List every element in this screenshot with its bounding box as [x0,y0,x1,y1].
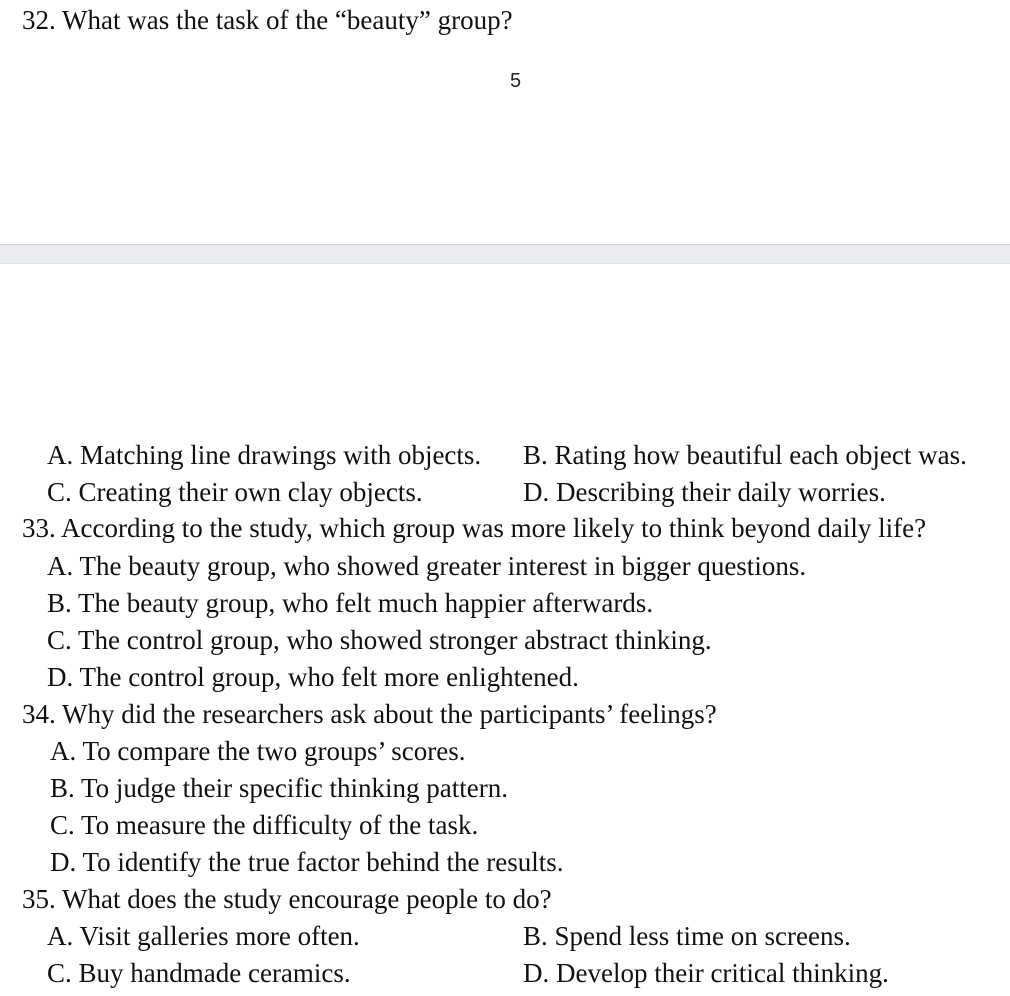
q35-option-a: A. Visit galleries more often. [47,921,360,951]
q33-option-c: C. The control group, who showed stronger abstract thinking. [47,625,712,655]
q33-option-d: D. The control group, who felt more enlightened. [47,662,579,692]
question-35-stem: 35. What does the study encourage people to do? [22,884,552,914]
page-number: 5 [510,70,522,92]
q33-option-b: B. The beauty group, who felt much happier afterwards. [47,588,654,618]
q34-option-c: C. To measure the difficulty of the task. [50,810,479,840]
q35-option-b: B. Spend less time on screens. [523,921,851,951]
q34-option-d: D. To identify the true factor behind the results. [50,847,564,877]
question-32-stem: 32. What was the task of the “beauty” group? [22,5,513,35]
page-one-bottom [0,0,1010,244]
q35-option-d: D. Develop their critical thinking. [523,958,889,988]
cut-off-next-line [0,990,1010,996]
q35-option-c: C. Buy handmade ceramics. [47,958,351,988]
question-33-stem: 33. According to the study, which group was more likely to think beyond daily life? [22,513,927,543]
q32-option-a: A. Matching line drawings with objects. [47,440,482,470]
q33-option-a: A. The beauty group, who showed greater interest in bigger questions. [47,551,807,581]
q32-option-b: B. Rating how beautiful each object was. [523,440,967,470]
q34-option-b: B. To judge their specific thinking pattern. [50,773,509,803]
q32-option-c: C. Creating their own clay objects. [47,477,423,507]
page-separator [0,244,1010,264]
q34-option-a: A. To compare the two groups’ scores. [50,736,466,766]
q32-option-d: D. Describing their daily worries. [523,477,886,507]
question-34-stem: 34. Why did the researchers ask about the participants’ feelings? [22,699,717,729]
